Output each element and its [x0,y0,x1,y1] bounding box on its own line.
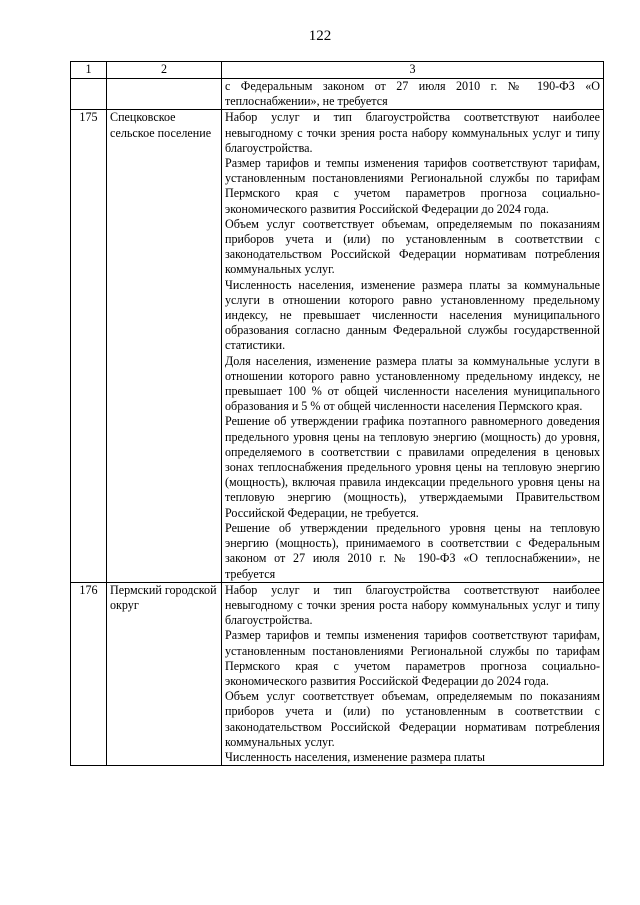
paragraph: Размер тарифов и темпы изменения тарифов соответствуют тарифам, установленным постановлениями Региональной службы по тарифам Пермского края с учетом параметров прогноза социально-экономического развития Российской Федерации до 2024 года. [225,628,600,688]
paragraph: Численность населения, изменение размера платы [225,749,485,764]
paragraph: Доля населения, изменение размера платы за коммунальные услуги в отношении которого равно установленному предельному индексу, не превышает 100 % от общей численности населения муниципального образования и 5 % от общей численности населения Пермского края. [225,353,600,414]
requirements-cell [222,110,604,582]
requirements-cell [222,582,604,765]
paragraph: Объем услуг соответствует объемам, определяемым по показаниям приборов учета и (или) по установленным в соответствии с законодательством Российской Федерации нормативам потребления коммунальных услуг. [225,216,600,277]
municipality-name: Спецковское сельское поселение [107,110,222,582]
continuation-row [71,79,604,110]
paragraph: Решение об утверждении предельного уровня цены на тепловую энергию (мощность), принимаемого в соответствии с Федеральным законом от 27 июля 2010 г. № 190-ФЗ «О теплоснабжении», не требуется [225,520,600,581]
table-row [71,582,604,765]
header-col-3: 3 [222,62,604,79]
municipality-name: Пермский городской округ [107,582,222,765]
row-number: 176 [71,582,107,765]
page-number: 122 [308,28,332,44]
header-col-2: 2 [107,62,222,79]
table-header-row [71,62,604,79]
header-col-1: 1 [71,62,107,79]
continuation-paragraph: с Федеральным законом от 27 июля 2010 г. № 190-ФЗ «О теплоснабжении», не требуется [225,79,600,109]
paragraph: Решение об утверждении графика поэтапного равномерного доведения предельного уровня цены на тепловую энергию (мощность) до уровня, определяемого в соответствии с правилами определения в ценовых зонах теплоснабжения предельного уровня цены на тепловую энергию (мощность), включая правила индексации предельного уровня цены на тепловую энергию (мощность), утверждаемыми Правительством Российской Федерации, не требуется. [225,414,600,520]
paragraph: Набор услуг и тип благоустройства соответствуют наиболее невыгодному с точки зрения роста набору коммунальных услуг и типу благоустройства. [225,582,600,628]
paragraph: Численность населения, изменение размера платы за коммунальные услуги в отношении которого равно установленному предельному индексу, не превышает численности населения муниципального образования согласно данным Федеральной службы государственной статистики. [225,277,600,353]
municipal-table [70,61,604,766]
paragraph: Объем услуг соответствует объемам, определяемым по показаниям приборов учета и (или) по установленным в соответствии с законодательством Российской Федерации нормативам потребления коммунальных услуг. [225,689,600,749]
paragraph: Размер тарифов и темпы изменения тарифов соответствуют тарифам, установленным постановлениями Региональной службы по тарифам Пермского края с учетом параметров прогноза социально-экономического развития Российской Федерации до 2024 года. [225,156,600,216]
row-number: 175 [71,110,107,582]
paragraph: Набор услуг и тип благоустройства соответствуют наиболее невыгодному с точки зрения роста набору коммунальных услуг и типу благоустройства. [225,110,600,155]
table-row [71,110,604,582]
